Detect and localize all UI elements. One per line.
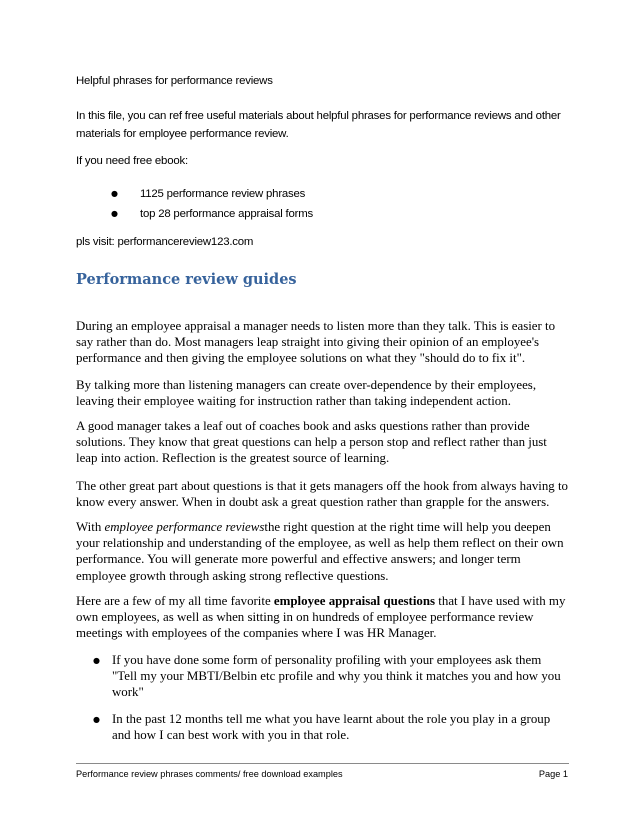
ebook-prompt: If you need free ebook: bbox=[76, 155, 188, 167]
paragraph-1: During an employee appraisal a manager needs to listen more than they talk. This is easier to say rather than do. Most managers leap straight into giving their opinion of an employee's performance and then giving the employee solutions on what they "should do to fix it". bbox=[76, 319, 556, 366]
bullet-icon: ● bbox=[93, 714, 100, 724]
intro-paragraph: In this file, you can ref free useful materials about helpful phrases for performance reviews and other materials for employee performance review. bbox=[76, 110, 561, 140]
paragraph-4: The other great part about questions is that it gets managers off the hook from always having to know every answer. When in doubt ask a great question rather than grapple for the answers. bbox=[76, 479, 568, 510]
ebook-list bbox=[111, 185, 560, 223]
section-heading: Performance review guides bbox=[76, 271, 297, 288]
paragraph-2: By talking more than listening managers can create over-dependence by their employees, leaving their employee waiting for instruction rather than taking independent action. bbox=[76, 378, 537, 409]
italic-phrase: employee performance reviews bbox=[104, 520, 265, 534]
footer-page-number: Page 1 bbox=[538, 769, 568, 779]
paragraph-6: Here are a few of my all time favorite employee appraisal questions that I have used with my own employees, as well as when sitting in on hundreds of employee performance review meetings with employees of the companies where I was HR Manager. bbox=[76, 594, 566, 641]
question-item: ● If you have done some form of personality profiling with your employees ask them "Tell my your MBTI/Belbin etc profile and why you think it matches you and how you work" bbox=[93, 653, 561, 700]
visit-line: pls visit: performancereview123.com bbox=[76, 236, 254, 248]
paragraph-3: A good manager takes a leaf out of coaches book and asks questions rather than provide solutions. They know that great questions can help a person stop and reflect rather than just leap into action. Reflection is the greatest source of learning. bbox=[76, 419, 547, 466]
bullet-icon: ● bbox=[111, 209, 118, 218]
bold-phrase: employee appraisal questions bbox=[273, 594, 436, 608]
ebook-item: ● top 28 performance appraisal forms bbox=[140, 205, 560, 223]
doc-title-line: Helpful phrases for performance reviews bbox=[76, 75, 273, 87]
footer-rule bbox=[76, 763, 569, 764]
footer-left-text: Performance review phrases comments/ free download examples bbox=[76, 769, 343, 779]
question-list bbox=[93, 652, 568, 743]
paragraph-5: With employee performance reviewsthe right question at the right time will help you deepen your relationship and understanding of the employee, as well as help them reflect on their own performance. You will generate more powerful and effective answers; and longer term employee growth through asking strong reflective questions. bbox=[76, 520, 564, 583]
ebook-item: ● 1125 performance review phrases bbox=[140, 185, 560, 203]
bullet-icon: ● bbox=[93, 656, 100, 665]
bullet-icon: ● bbox=[111, 189, 118, 198]
question-item: ● In the past 12 months tell me what you have learnt about the role you play in a group and how I can best work with you in that role. bbox=[93, 711, 551, 742]
